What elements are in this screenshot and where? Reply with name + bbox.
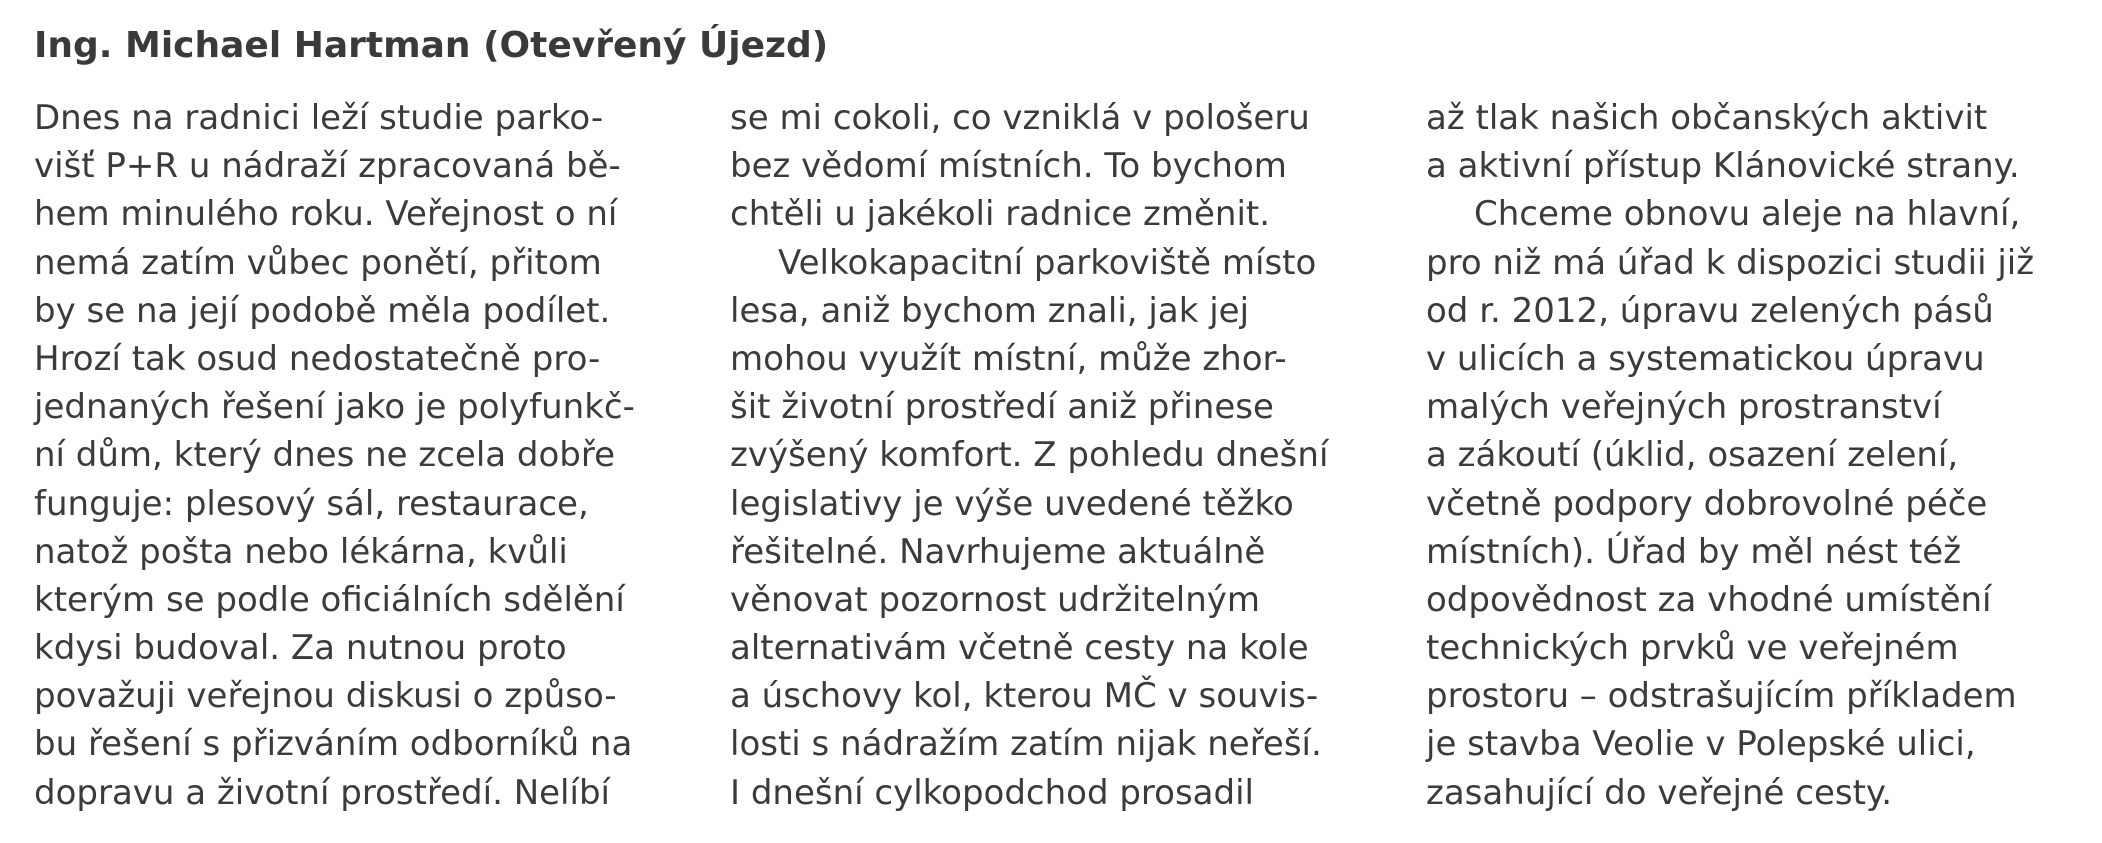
paragraph-line: včetně podpory dobrovolné péče — [1426, 483, 1988, 524]
text-column-3 — [1426, 94, 2076, 817]
paragraph-line: zasahující do veřejné cesty. — [1426, 772, 1893, 813]
paragraph-line: Velkokapacitní parkoviště místo — [778, 242, 1317, 283]
paragraph-line: považuji veřejnou diskusi o způso- — [34, 676, 617, 717]
paragraph-line: Chceme obnovu aleje na hlavní, — [1474, 194, 2021, 235]
paragraph-line: technických prvků ve veřejném — [1426, 628, 1959, 669]
paragraph-line: I dnešní cylkopodchod prosadil — [730, 772, 1254, 813]
paragraph-line: od r. 2012, úpravu zelených pásů — [1426, 290, 1994, 331]
paragraph-line: losti s nádražím zatím nijak neřeší. — [730, 724, 1322, 765]
paragraph-line: a zákoutí (úklid, osazení zelení, — [1426, 435, 1959, 476]
paragraph-line: hem minulého roku. Veřejnost o ní — [34, 194, 618, 235]
paragraph-line: a aktivní přístup Klánovické strany. — [1426, 146, 2020, 187]
paragraph-line: je stavba Veolie v Polepské ulici, — [1426, 724, 1976, 765]
paragraph-line: šit životní prostředí aniž přinese — [730, 387, 1274, 428]
text-column-2 — [730, 94, 1380, 817]
paragraph-line: až tlak našich občanských aktivit — [1426, 98, 1988, 138]
paragraph-line: by se na její podobě měla podílet. — [34, 290, 611, 331]
paragraph-line: Dnes na radnici leží studie parko- — [34, 98, 604, 138]
paragraph-line: místních). Úřad by měl nést též — [1426, 531, 1962, 572]
paragraph-line: alternativám včetně cesty na kole — [730, 628, 1309, 669]
paragraph-line: kdysi budoval. Za nutnou proto — [34, 628, 567, 669]
paragraph-line: a úschovy kol, kterou MČ v souvis- — [730, 676, 1319, 717]
paragraph-line: Hrozí tak osud nedostatečně pro- — [34, 338, 601, 379]
paragraph-line: višť P+R u nádraží zpracovaná bě- — [34, 146, 621, 187]
text-column-1 — [34, 94, 684, 817]
paragraph-line: dopravu a životní prostředí. Nelíbí — [34, 772, 610, 813]
paragraph-line: řešitelné. Navrhujeme aktuálně — [730, 531, 1266, 572]
paragraph-line: ní dům, který dnes ne zcela dobře — [34, 435, 616, 476]
paragraph-line: natož pošta nebo lékárna, kvůli — [34, 531, 568, 572]
paragraph-line: zvýšený komfort. Z pohledu dnešní — [730, 435, 1329, 476]
paragraph-line: nemá zatím vůbec ponětí, přitom — [34, 242, 602, 283]
paragraph-line: se mi cokoli, co vzniklá v pološeru — [730, 98, 1310, 138]
paragraph-line: v ulicích a systematickou úpravu — [1426, 338, 1985, 379]
paragraph-line: jednaných řešení jako je polyfunkč- — [34, 387, 635, 428]
article-heading: Ing. Michael Hartman (Otevřený Újezd) — [34, 25, 829, 66]
paragraph-line: malých veřejných prostranství — [1426, 387, 1942, 428]
paragraph-line: mohou využít místní, může zhor- — [730, 338, 1287, 379]
paragraph-line: prostoru – odstrašujícím příkladem — [1426, 676, 2017, 717]
paragraph-line: lesa, aniž bychom znali, jak jej — [730, 290, 1250, 331]
paragraph-line: bu řešení s přizváním odborníků na — [34, 724, 633, 765]
paragraph-line: pro niž má úřad k dispozici studii již — [1426, 242, 2035, 283]
paragraph-line: legislativy je výše uvedené těžko — [730, 483, 1294, 524]
paragraph-line: kterým se podle oficiálních sdělění — [34, 579, 625, 620]
paragraph-line: funguje: plesový sál, restaurace, — [34, 483, 589, 524]
paragraph-line: věnovat pozornost udržitelným — [730, 579, 1260, 620]
paragraph-line: odpovědnost za vhodné umístění — [1426, 579, 1992, 620]
paragraph-line: bez vědomí místních. To bychom — [730, 146, 1287, 187]
paragraph-line: chtěli u jakékoli radnice změnit. — [730, 194, 1271, 235]
